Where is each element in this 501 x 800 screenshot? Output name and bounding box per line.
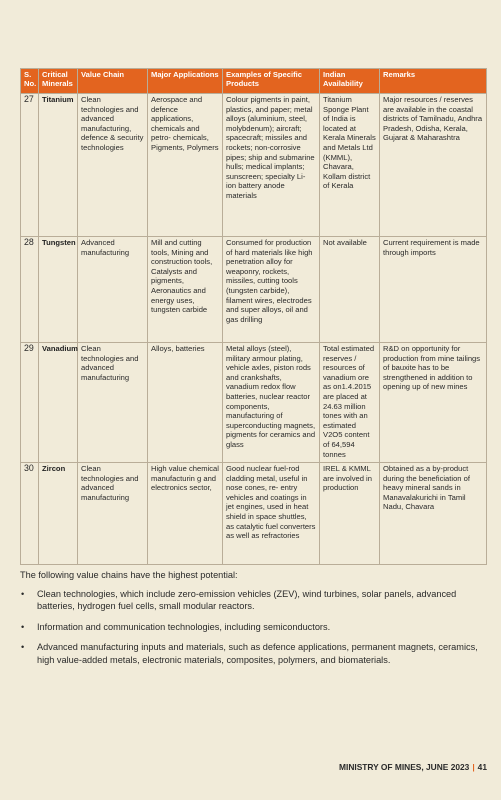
value-chains-intro: The following value chains have the highest potential: xyxy=(20,570,238,580)
table-row xyxy=(21,343,487,463)
cell-remarks: Current requirement is made through imports xyxy=(380,237,487,343)
header-value-chain: Value Chain xyxy=(78,69,148,94)
cell-availability: IREL & KMML are involved in production xyxy=(320,463,380,565)
page-number: 41 xyxy=(477,762,487,772)
cell-sno: 27 xyxy=(21,94,39,237)
table-row xyxy=(21,94,487,237)
table-row xyxy=(21,463,487,565)
critical-minerals-table-wrapper xyxy=(20,68,486,565)
header-remarks: Remarks xyxy=(380,69,487,94)
cell-value-chain: Clean technologies and advanced manufacturing xyxy=(78,463,148,565)
cell-remarks: R&D on opportunity for production from mine tailings of bauxite has to be strengthened in addition to opening up of new mines xyxy=(380,343,487,463)
bullet-icon: • xyxy=(21,589,25,599)
critical-minerals-table xyxy=(20,68,487,565)
header-critical-minerals: Critical Minerals xyxy=(39,69,78,94)
list-item xyxy=(20,588,486,613)
cell-examples: Colour pigments in paint, plastics, and paper; metal alloys (aluminium, steel, molybdenum); aircraft; spacecraft; missiles and rockets; non-corrosive pipes; ship and submarine hulls; medical implants; sunscreen; specialty Li- ion battery anode materials xyxy=(223,94,320,237)
list-item-text: Clean technologies, which include zero-emission vehicles (ZEV), wind turbines, solar panels, advanced batteries, hydrogen fuel cells, small modular reactors. xyxy=(37,589,457,612)
value-chains-list xyxy=(20,588,486,674)
cell-availability: Titanium Sponge Plant of India is located at Kerala Minerals and Metals Ltd (KMML), Chavara, Kollam district of Kerala xyxy=(320,94,380,237)
cell-availability: Total estimated reserves / resources of vanadium ore as on1.4.2015 are placed at 24.63 million tones with an estimated V2O5 content of 64,594 tonnes xyxy=(320,343,380,463)
cell-applications: Aerospace and defence applications, chemicals and petro- chemicals, Pigments, Polymers xyxy=(148,94,223,237)
header-major-applications: Major Applications xyxy=(148,69,223,94)
page-footer xyxy=(339,762,487,772)
cell-mineral: Tungsten xyxy=(39,237,78,343)
header-indian-availability: Indian Availability xyxy=(320,69,380,94)
list-item xyxy=(20,621,486,633)
cell-examples: Consumed for production of hard materials like high penetration alloy for weaponry, rockets, missiles, cutting tools (tungsten carbide), filament wires, electrodes and super alloys, oil and gas drilling xyxy=(223,237,320,343)
footer-publisher: MINISTRY OF MINES, JUNE 2023 xyxy=(339,762,470,772)
bullet-icon: • xyxy=(21,621,25,632)
footer-separator: | xyxy=(472,762,475,772)
cell-availability: Not available xyxy=(320,237,380,343)
header-sno: S. No. xyxy=(21,69,39,94)
cell-applications: Mill and cutting tools, Mining and construction tools, Catalysts and pigments, Aeronautics and energy uses, tungsten carbide xyxy=(148,237,223,343)
header-examples: Examples of Specific Products xyxy=(223,69,320,94)
cell-examples: Good nuclear fuel-rod cladding metal, useful in nose cones, re- entry vehicles and coatings in jet engines, used in heat shield in space shuttles, as catalytic fuel converters as well as refractories xyxy=(223,463,320,565)
cell-mineral: Titanium xyxy=(39,94,78,237)
cell-sno: 29 xyxy=(21,343,39,463)
table-header-row xyxy=(21,69,487,94)
table-row xyxy=(21,237,487,343)
cell-sno: 30 xyxy=(21,463,39,565)
cell-remarks: Obtained as a by-product during the beneficiation of heavy mineral sands in Manavalakurichi in Tamil Nadu, Chavara xyxy=(380,463,487,565)
cell-value-chain: Clean technologies and advanced manufacturing xyxy=(78,343,148,463)
cell-remarks: Major resources / reserves are available in the coastal districts of Tamilnadu, Andhra Pradesh, Odisha, Kerala, Gujarat & Maharashtra xyxy=(380,94,487,237)
cell-applications: High value chemical manufacturin g and electronics sector, xyxy=(148,463,223,565)
cell-mineral: Zircon xyxy=(39,463,78,565)
cell-value-chain: Advanced manufacturing xyxy=(78,237,148,343)
cell-mineral: Vanadium xyxy=(39,343,78,463)
cell-sno: 28 xyxy=(21,237,39,343)
cell-value-chain: Clean technologies and advanced manufacturing, defence & security technologies xyxy=(78,94,148,237)
bullet-icon: • xyxy=(21,642,25,653)
list-item-text: Advanced manufacturing inputs and materials, such as defence applications, permanent magnets, ceramics, high value-added metals, electronic materials, composites, polymers, and biomaterials. xyxy=(37,642,478,665)
list-item-text: Information and communication technologies, including semiconductors. xyxy=(37,621,331,632)
list-item xyxy=(20,641,486,666)
cell-applications: Alloys, batteries xyxy=(148,343,223,463)
cell-examples: Metal alloys (steel), military armour plating, vehicle axles, piston rods and crankshafts, vanadium redox flow batteries, nuclear reactor components, manufacturing of superconducting magnets, pigments for ceramics and glass xyxy=(223,343,320,463)
